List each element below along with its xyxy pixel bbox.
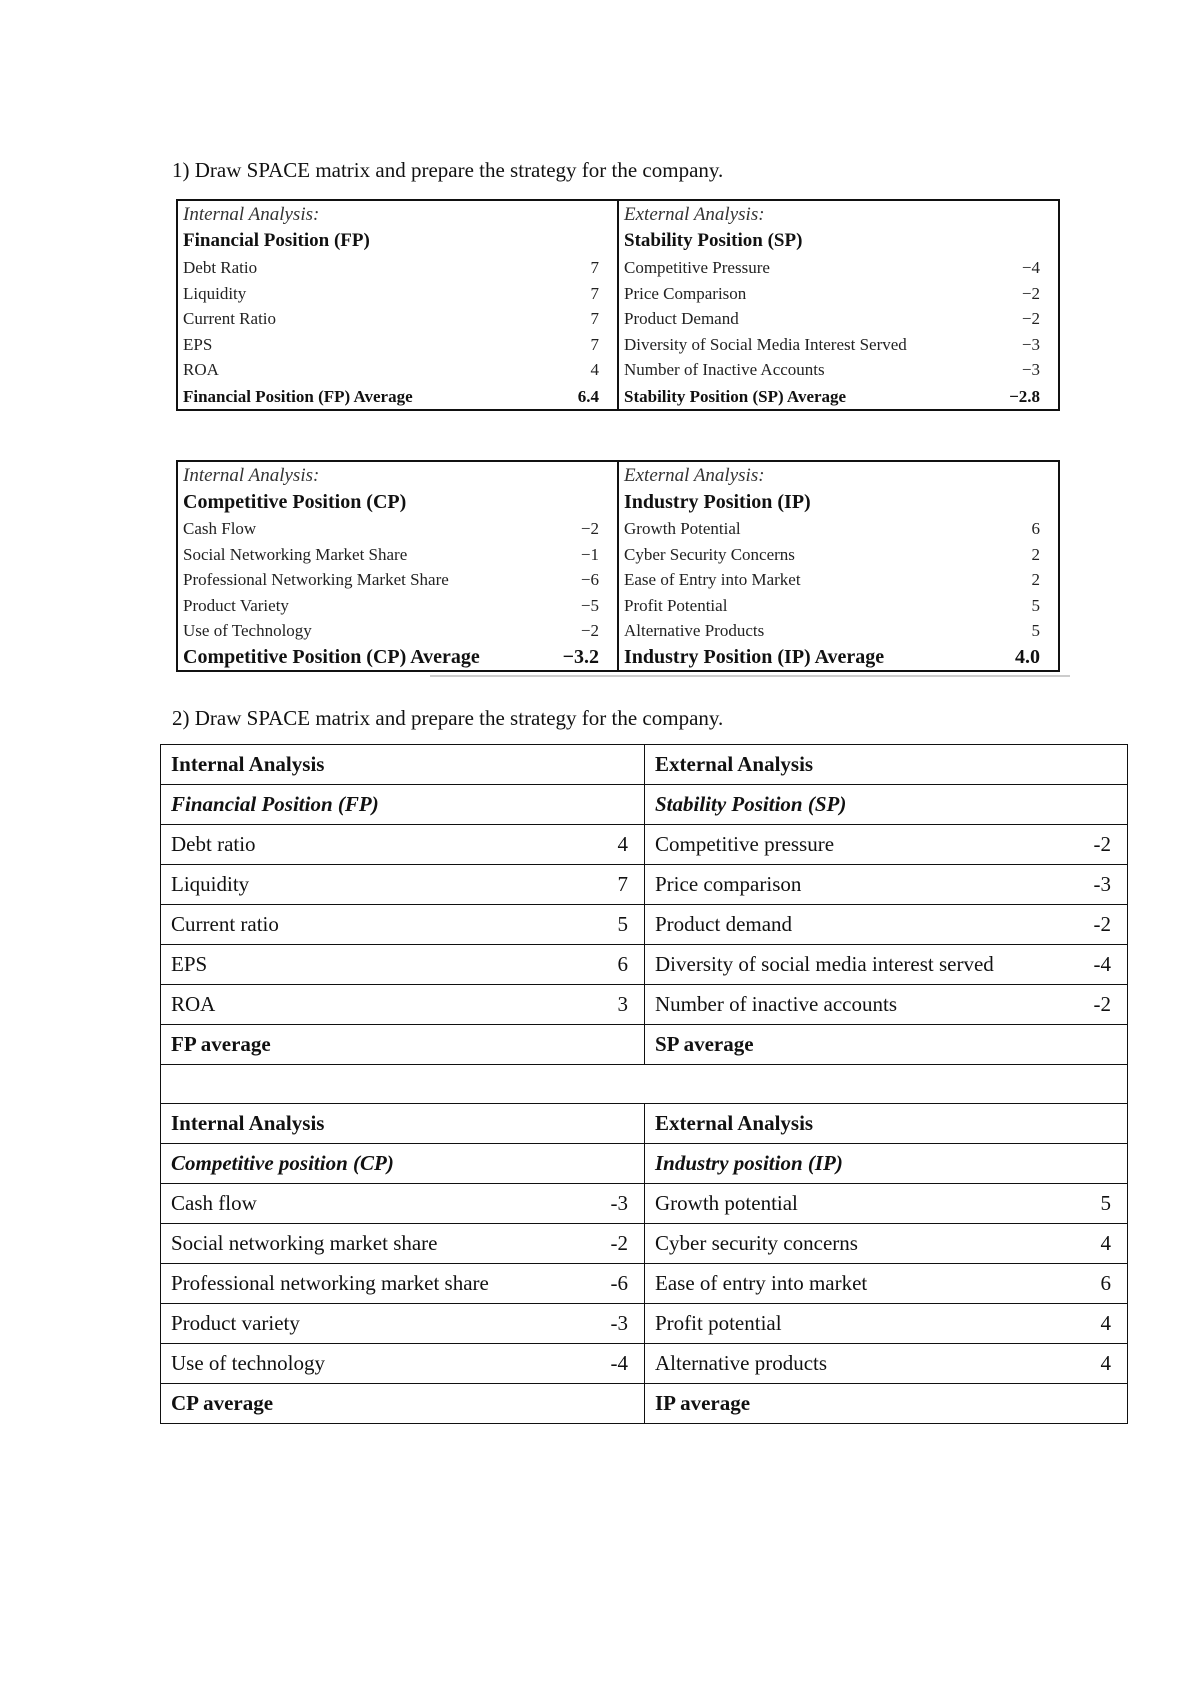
cell-value: 3 [617, 992, 628, 1016]
table-cell [161, 1264, 645, 1304]
table-row [183, 255, 611, 281]
table-row [161, 1224, 1128, 1264]
row-value: 2 [1031, 570, 1040, 589]
row-label: Product Variety [183, 595, 289, 615]
row-value: −2 [580, 621, 599, 640]
row-label: Product Demand [624, 309, 739, 328]
table-row [624, 542, 1052, 568]
row-value: 4 [590, 360, 599, 379]
table-row [161, 745, 1128, 785]
table-cell [645, 1264, 1128, 1304]
average-row [183, 383, 611, 410]
row-value: −6 [580, 570, 599, 589]
row-label: Price Comparison [624, 283, 747, 303]
table-row [624, 332, 1052, 358]
row-label: Ease of Entry into Market [624, 570, 801, 589]
table-row [183, 281, 611, 307]
table-row [624, 255, 1052, 281]
table-row [161, 785, 1128, 825]
cell-label: Liquidity [171, 872, 250, 896]
average-cell: IP average [645, 1384, 1128, 1424]
header-cell: External Analysis [645, 745, 1128, 785]
table-cell [645, 825, 1128, 865]
table-cell [645, 985, 1128, 1025]
cell-value: 6 [1100, 1271, 1111, 1295]
panel-heading: Industry Position (IP) [624, 491, 811, 513]
table-row [624, 281, 1052, 307]
table-row [183, 567, 611, 593]
cell-label: Professional networking market share [171, 1271, 489, 1295]
cell-value: -3 [610, 1191, 628, 1215]
table-row [624, 357, 1052, 383]
table-row [161, 1144, 1128, 1184]
cell-label: EPS [171, 952, 208, 976]
panel-subtitle: External Analysis: [624, 465, 765, 486]
row-label: Debt Ratio [183, 258, 258, 277]
cell-label: Ease of entry into market [655, 1271, 868, 1295]
table-row [183, 357, 611, 383]
table-row [161, 1344, 1128, 1384]
table-row [161, 865, 1128, 905]
cell-value: -3 [610, 1311, 628, 1335]
cell-label: Social networking market share [171, 1231, 438, 1255]
panel-heading: Competitive Position (CP) [183, 491, 407, 513]
panel-heading: Stability Position (SP) [624, 230, 803, 251]
row-value: 7 [590, 258, 599, 277]
cell-label: Use of technology [171, 1351, 325, 1375]
average-value: 6.4 [577, 386, 599, 406]
spacer-row [161, 1065, 1128, 1104]
average-value: −2.8 [1009, 386, 1040, 406]
table-row [183, 593, 611, 619]
table-row [161, 985, 1128, 1025]
row-label: Liquidity [183, 283, 247, 303]
row-label: Number of Inactive Accounts [624, 360, 825, 379]
panel-heading: Financial Position (FP) [183, 230, 370, 251]
table-row [161, 1184, 1128, 1224]
row-label: Profit Potential [624, 595, 728, 615]
table-row [161, 1304, 1128, 1344]
table-row [624, 618, 1052, 644]
section-cell: Stability Position (SP) [645, 785, 1128, 825]
question-1: 1) Draw SPACE matrix and prepare the strategy for the company. [172, 158, 724, 182]
table-cell [645, 1304, 1128, 1344]
table-row [624, 567, 1052, 593]
table-cell [161, 985, 645, 1025]
table-row [624, 306, 1052, 332]
cell-label: Product demand [655, 912, 793, 936]
panel-subtitle: Internal Analysis: [183, 204, 320, 225]
average-row [183, 644, 611, 671]
table-cell [161, 1224, 645, 1264]
header-cell: Internal Analysis [161, 1104, 645, 1144]
cell-label: Cash flow [171, 1191, 257, 1215]
row-value: 7 [590, 334, 599, 354]
table-cell [161, 1304, 645, 1344]
cell-value: 4 [1100, 1311, 1111, 1335]
cell-value: 5 [617, 912, 628, 936]
table-row [161, 825, 1128, 865]
row-value: 5 [1031, 621, 1040, 640]
table-row [161, 945, 1128, 985]
average-value: 4.0 [1015, 645, 1040, 668]
ip-panel [619, 462, 1058, 670]
cp-panel [178, 462, 619, 670]
row-label: Cyber Security Concerns [624, 544, 795, 564]
row-value: −4 [1021, 258, 1040, 277]
row-label: Current Ratio [183, 309, 277, 328]
cell-value: -2 [610, 1231, 628, 1255]
cell-value: -2 [1093, 832, 1111, 856]
table-row [183, 306, 611, 332]
row-value: −3 [1021, 334, 1040, 354]
row-value: −2 [1021, 283, 1040, 303]
row-label: Diversity of Social Media Interest Served [624, 334, 907, 354]
row-value: −3 [1021, 360, 1040, 379]
cell-label: Diversity of social media interest served [655, 952, 994, 976]
cell-label: Current ratio [171, 912, 279, 936]
average-row [624, 644, 1052, 671]
row-value: 7 [590, 309, 599, 328]
table-row [161, 1104, 1128, 1144]
row-label: ROA [183, 360, 219, 379]
cell-label: Number of inactive accounts [655, 992, 897, 1016]
row-value: 6 [1031, 519, 1040, 538]
panel-subtitle: External Analysis: [624, 204, 765, 225]
divider [430, 675, 1070, 677]
average-cell: FP average [161, 1025, 645, 1065]
table-cell [161, 825, 645, 865]
cell-label: ROA [171, 992, 216, 1016]
book-table-fp-sp [176, 199, 1060, 411]
table-row [161, 1025, 1128, 1065]
cell-label: Growth potential [655, 1191, 798, 1215]
section-cell: Competitive position (CP) [161, 1144, 645, 1184]
row-label: Professional Networking Market Share [183, 570, 449, 589]
table-row [161, 905, 1128, 945]
table-cell [161, 945, 645, 985]
table-cell [645, 865, 1128, 905]
table-cell [645, 1184, 1128, 1224]
row-label: Cash Flow [183, 519, 257, 538]
row-label: EPS [183, 334, 213, 354]
cell-label: Cyber security concerns [655, 1231, 858, 1255]
spacer-cell [161, 1065, 1128, 1104]
average-label: Financial Position (FP) Average [183, 386, 413, 406]
sp-panel [619, 201, 1058, 409]
section-cell: Financial Position (FP) [161, 785, 645, 825]
cell-value: -2 [1093, 992, 1111, 1016]
header-cell: Internal Analysis [161, 745, 645, 785]
table-row [161, 1384, 1128, 1424]
table-cell [645, 1344, 1128, 1384]
table-cell [645, 905, 1128, 945]
cell-label: Product variety [171, 1311, 300, 1335]
cell-value: -6 [610, 1271, 628, 1295]
fp-panel [178, 201, 619, 409]
assignment-table [160, 744, 1128, 1424]
table-row [183, 542, 611, 568]
table-row [161, 1264, 1128, 1304]
row-value: 2 [1031, 544, 1040, 564]
cell-label: Competitive pressure [655, 832, 835, 856]
cell-value: 7 [617, 872, 628, 896]
table-row [183, 618, 611, 644]
row-label: Alternative Products [624, 621, 765, 640]
average-label: Competitive Position (CP) Average [183, 645, 480, 668]
row-value: −2 [1021, 309, 1040, 328]
cell-value: -4 [610, 1351, 628, 1375]
table-cell [645, 1224, 1128, 1264]
average-cell: CP average [161, 1384, 645, 1424]
cell-value: 4 [1100, 1231, 1111, 1255]
table-cell [161, 1344, 645, 1384]
row-value: −2 [580, 519, 599, 538]
cell-value: -4 [1093, 952, 1111, 976]
cell-label: Profit potential [655, 1311, 782, 1335]
section-cell: Industry position (IP) [645, 1144, 1128, 1184]
table-cell [161, 1184, 645, 1224]
table-row [183, 332, 611, 358]
book-table-cp-ip [176, 460, 1060, 672]
row-value: 5 [1031, 595, 1040, 615]
question-2: 2) Draw SPACE matrix and prepare the strategy for the company. [172, 706, 724, 730]
table-cell [161, 905, 645, 945]
cell-value: -2 [1093, 912, 1111, 936]
row-label: Growth Potential [624, 519, 741, 538]
average-label: Stability Position (SP) Average [624, 386, 847, 406]
row-value: −1 [580, 544, 599, 564]
row-value: −5 [580, 595, 599, 615]
average-value: −3.2 [562, 645, 599, 668]
cell-label: Alternative products [655, 1351, 828, 1375]
cell-value: 5 [1100, 1191, 1111, 1215]
panel-subtitle: Internal Analysis: [183, 465, 320, 486]
header-cell: External Analysis [645, 1104, 1128, 1144]
cell-value: 4 [1100, 1351, 1111, 1375]
average-cell: SP average [645, 1025, 1128, 1065]
row-label: Use of Technology [183, 621, 312, 640]
table-cell [161, 865, 645, 905]
cell-value: -3 [1093, 872, 1111, 896]
row-value: 7 [590, 283, 599, 303]
table-row [624, 593, 1052, 619]
table-row [183, 516, 611, 542]
cell-value: 4 [617, 832, 628, 856]
cell-label: Debt ratio [171, 832, 256, 856]
row-label: Social Networking Market Share [183, 544, 408, 564]
cell-label: Price comparison [655, 872, 802, 896]
row-label: Competitive Pressure [624, 258, 770, 277]
cell-value: 6 [617, 952, 628, 976]
table-row [624, 516, 1052, 542]
average-row [624, 383, 1052, 410]
table-cell [645, 945, 1128, 985]
average-label: Industry Position (IP) Average [624, 645, 885, 668]
